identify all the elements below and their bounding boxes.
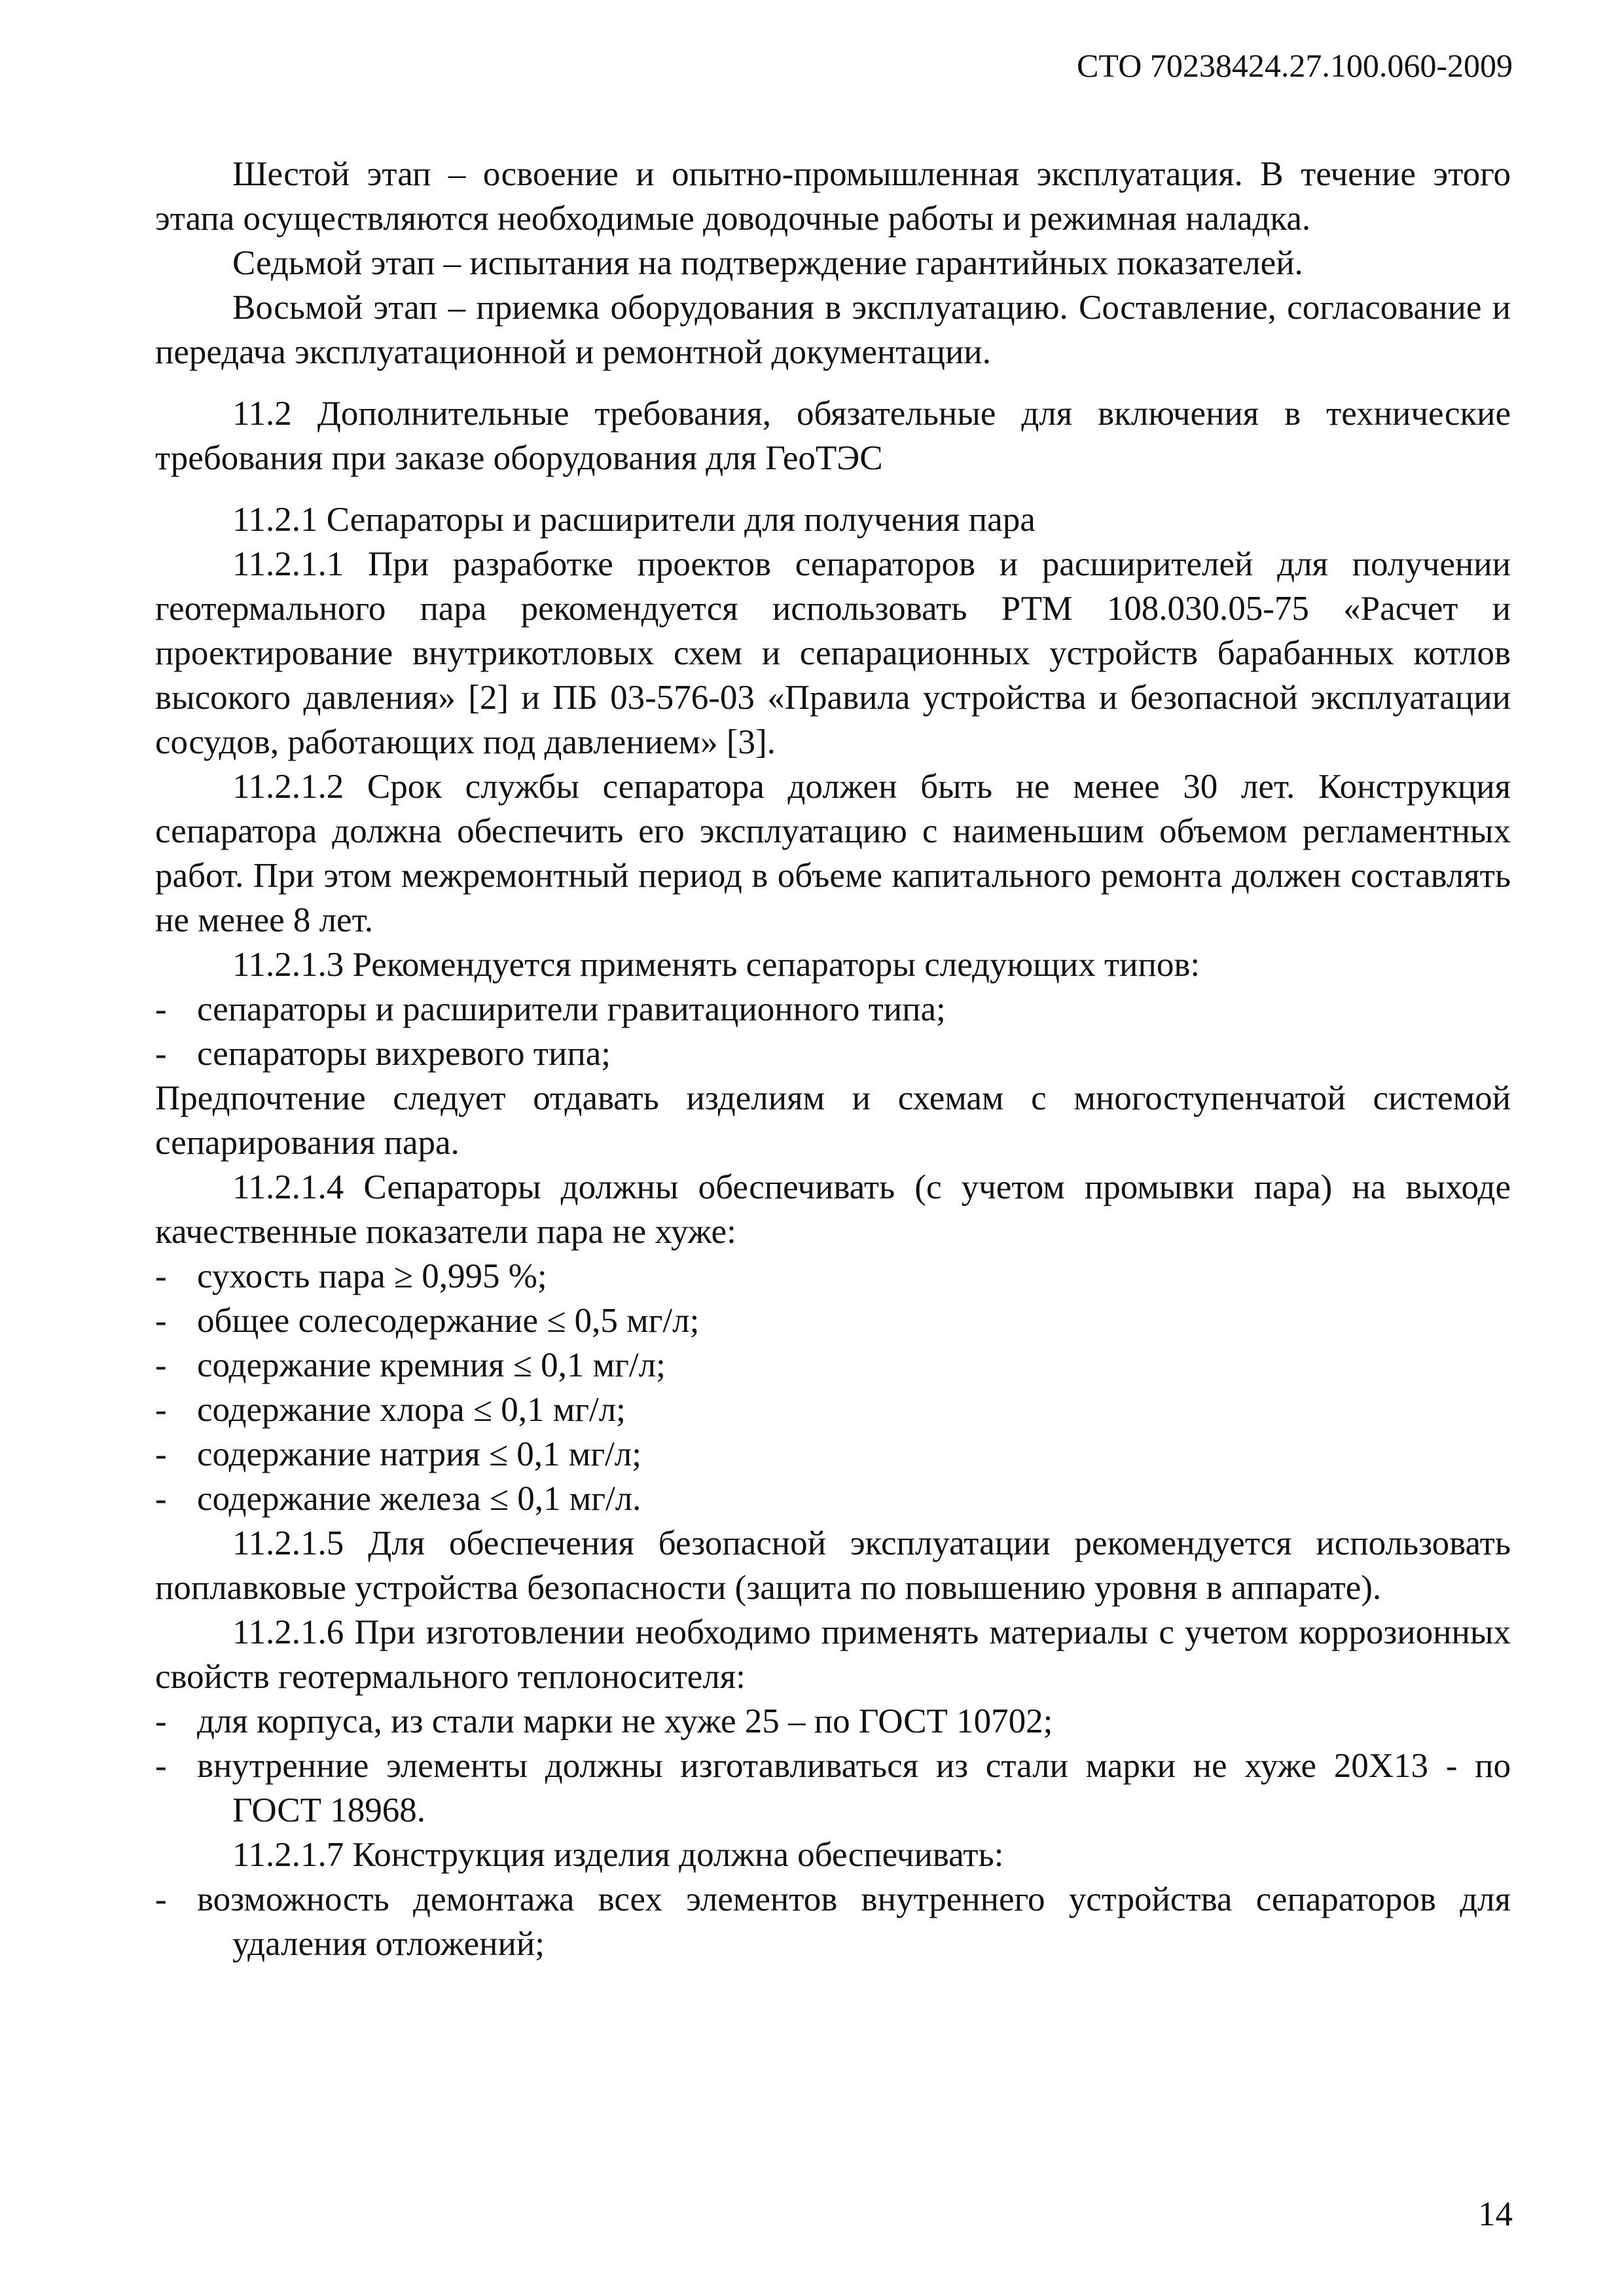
paragraph-preference: Предпочтение следует отдавать изделиям и схемам с многоступенчатой системой сепарирования пара. [155,1079,1511,1162]
list-item [155,1388,1511,1432]
list-item-text: сепараторы и расширители гравитационного типа; [197,990,946,1028]
document-code-header: СТО 70238424.27.100.060-2009 [1077,47,1513,84]
bullet-dash: - [155,1480,167,1518]
list-item [155,987,1511,1031]
bullet-dash: - [155,1346,167,1384]
paragraph-11-2-1-1: 11.2.1.1 При разработке проектов сепараторов и расширителей для получении геотермального пара рекомендуется использовать РТМ 108.030.05-75 «Расчет и проектирование внутрикотловых схем и сепарационных устройств барабанных котлов высокого давления» [2] и ПБ 03-576-03 «Правила устройства и безопасной эксплуатации сосудов, работающих под давлением» [3]. [155,545,1511,761]
bullet-dash: - [155,1257,167,1295]
paragraph-stage-seven: Седьмой этап – испытания на подтверждение гарантийных показателей. [232,244,1303,282]
list-item-text: внутренние элементы должны изготавливаться из стали марки не хуже 20Х13 - по ГОСТ 18968. [197,1747,1511,1829]
page-number: 14 [1478,2195,1513,2233]
list-item-text: содержание кремния ≤ 0,1 мг/л; [197,1346,666,1384]
section-heading-11-2-1: 11.2.1 Сепараторы и расширители для получения пара [232,501,1036,539]
paragraph-11-2-1-6: 11.2.1.6 При изготовлении необходимо применять материалы с учетом коррозионных свойств геотермального теплоносителя: [155,1613,1511,1696]
paragraph-11-2-1-2: 11.2.1.2 Срок службы сепаратора должен быть не менее 30 лет. Конструкция сепаратора должна обеспечить его эксплуатацию с наименьшим объемом регламентных работ. При этом межремонтный период в объеме капитального ремонта должен составлять не менее 8 лет. [155,768,1511,939]
paragraph-stage-eight: Восьмой этап – приемка оборудования в эксплуатацию. Составление, согласование и передача эксплуатационной и ремонтной документации. [155,289,1511,371]
document-body [155,152,1511,1966]
bullet-dash: - [155,1702,167,1740]
list-item-text: сепараторы вихревого типа; [197,1035,611,1073]
paragraph-stage-six: Шестой этап – освоение и опытно-промышленная эксплуатация. В течение этого этапа осуществляются необходимые доводочные работы и режимная наладка. [155,155,1511,238]
list-item-text: содержание натрия ≤ 0,1 мг/л; [197,1435,641,1473]
list-item [155,1877,1511,1966]
list-item-text: сухость пара ≥ 0,995 %; [197,1257,547,1295]
list-item-text: общее солесодержание ≤ 0,5 мг/л; [197,1302,700,1340]
list-item [155,1299,1511,1343]
paragraph-11-2-1-4: 11.2.1.4 Сепараторы должны обеспечивать (с учетом промывки пара) на выходе качественные показатели пара не хуже: [155,1168,1511,1251]
list-item [155,1744,1511,1833]
bullet-dash: - [155,1302,167,1340]
list-item [155,1432,1511,1477]
list-item [155,1254,1511,1299]
list-item [155,1699,1511,1744]
list-item [155,1477,1511,1521]
list-item [155,1031,1511,1076]
bullet-dash: - [155,1435,167,1473]
bullet-dash: - [155,990,167,1028]
bullet-dash: - [155,1035,167,1073]
paragraph-11-2-1-5: 11.2.1.5 Для обеспечения безопасной эксплуатации рекомендуется использовать поплавковые устройства безопасности (защита по повышению уровня в аппарате). [155,1524,1511,1607]
bullet-dash: - [155,1391,167,1429]
paragraph-11-2-1-3: 11.2.1.3 Рекомендуется применять сепараторы следующих типов: [232,946,1200,984]
paragraph-11-2-1-7: 11.2.1.7 Конструкция изделия должна обеспечивать: [232,1836,1004,1874]
list-item-text: содержание железа ≤ 0,1 мг/л. [197,1480,641,1518]
list-item [155,1343,1511,1388]
section-heading-11-2: 11.2 Дополнительные требования, обязательные для включения в технические требования при заказе оборудования для ГеоТЭС [155,395,1511,477]
list-item-text: для корпуса, из стали марки не хуже 25 – по ГОСТ 10702; [197,1702,1053,1740]
bullet-dash: - [155,1747,167,1785]
list-item-text: возможность демонтажа всех элементов внутреннего устройства сепараторов для удаления отложений; [197,1880,1511,1963]
list-item-text: содержание хлора ≤ 0,1 мг/л; [197,1391,626,1429]
bullet-dash: - [155,1880,167,1918]
